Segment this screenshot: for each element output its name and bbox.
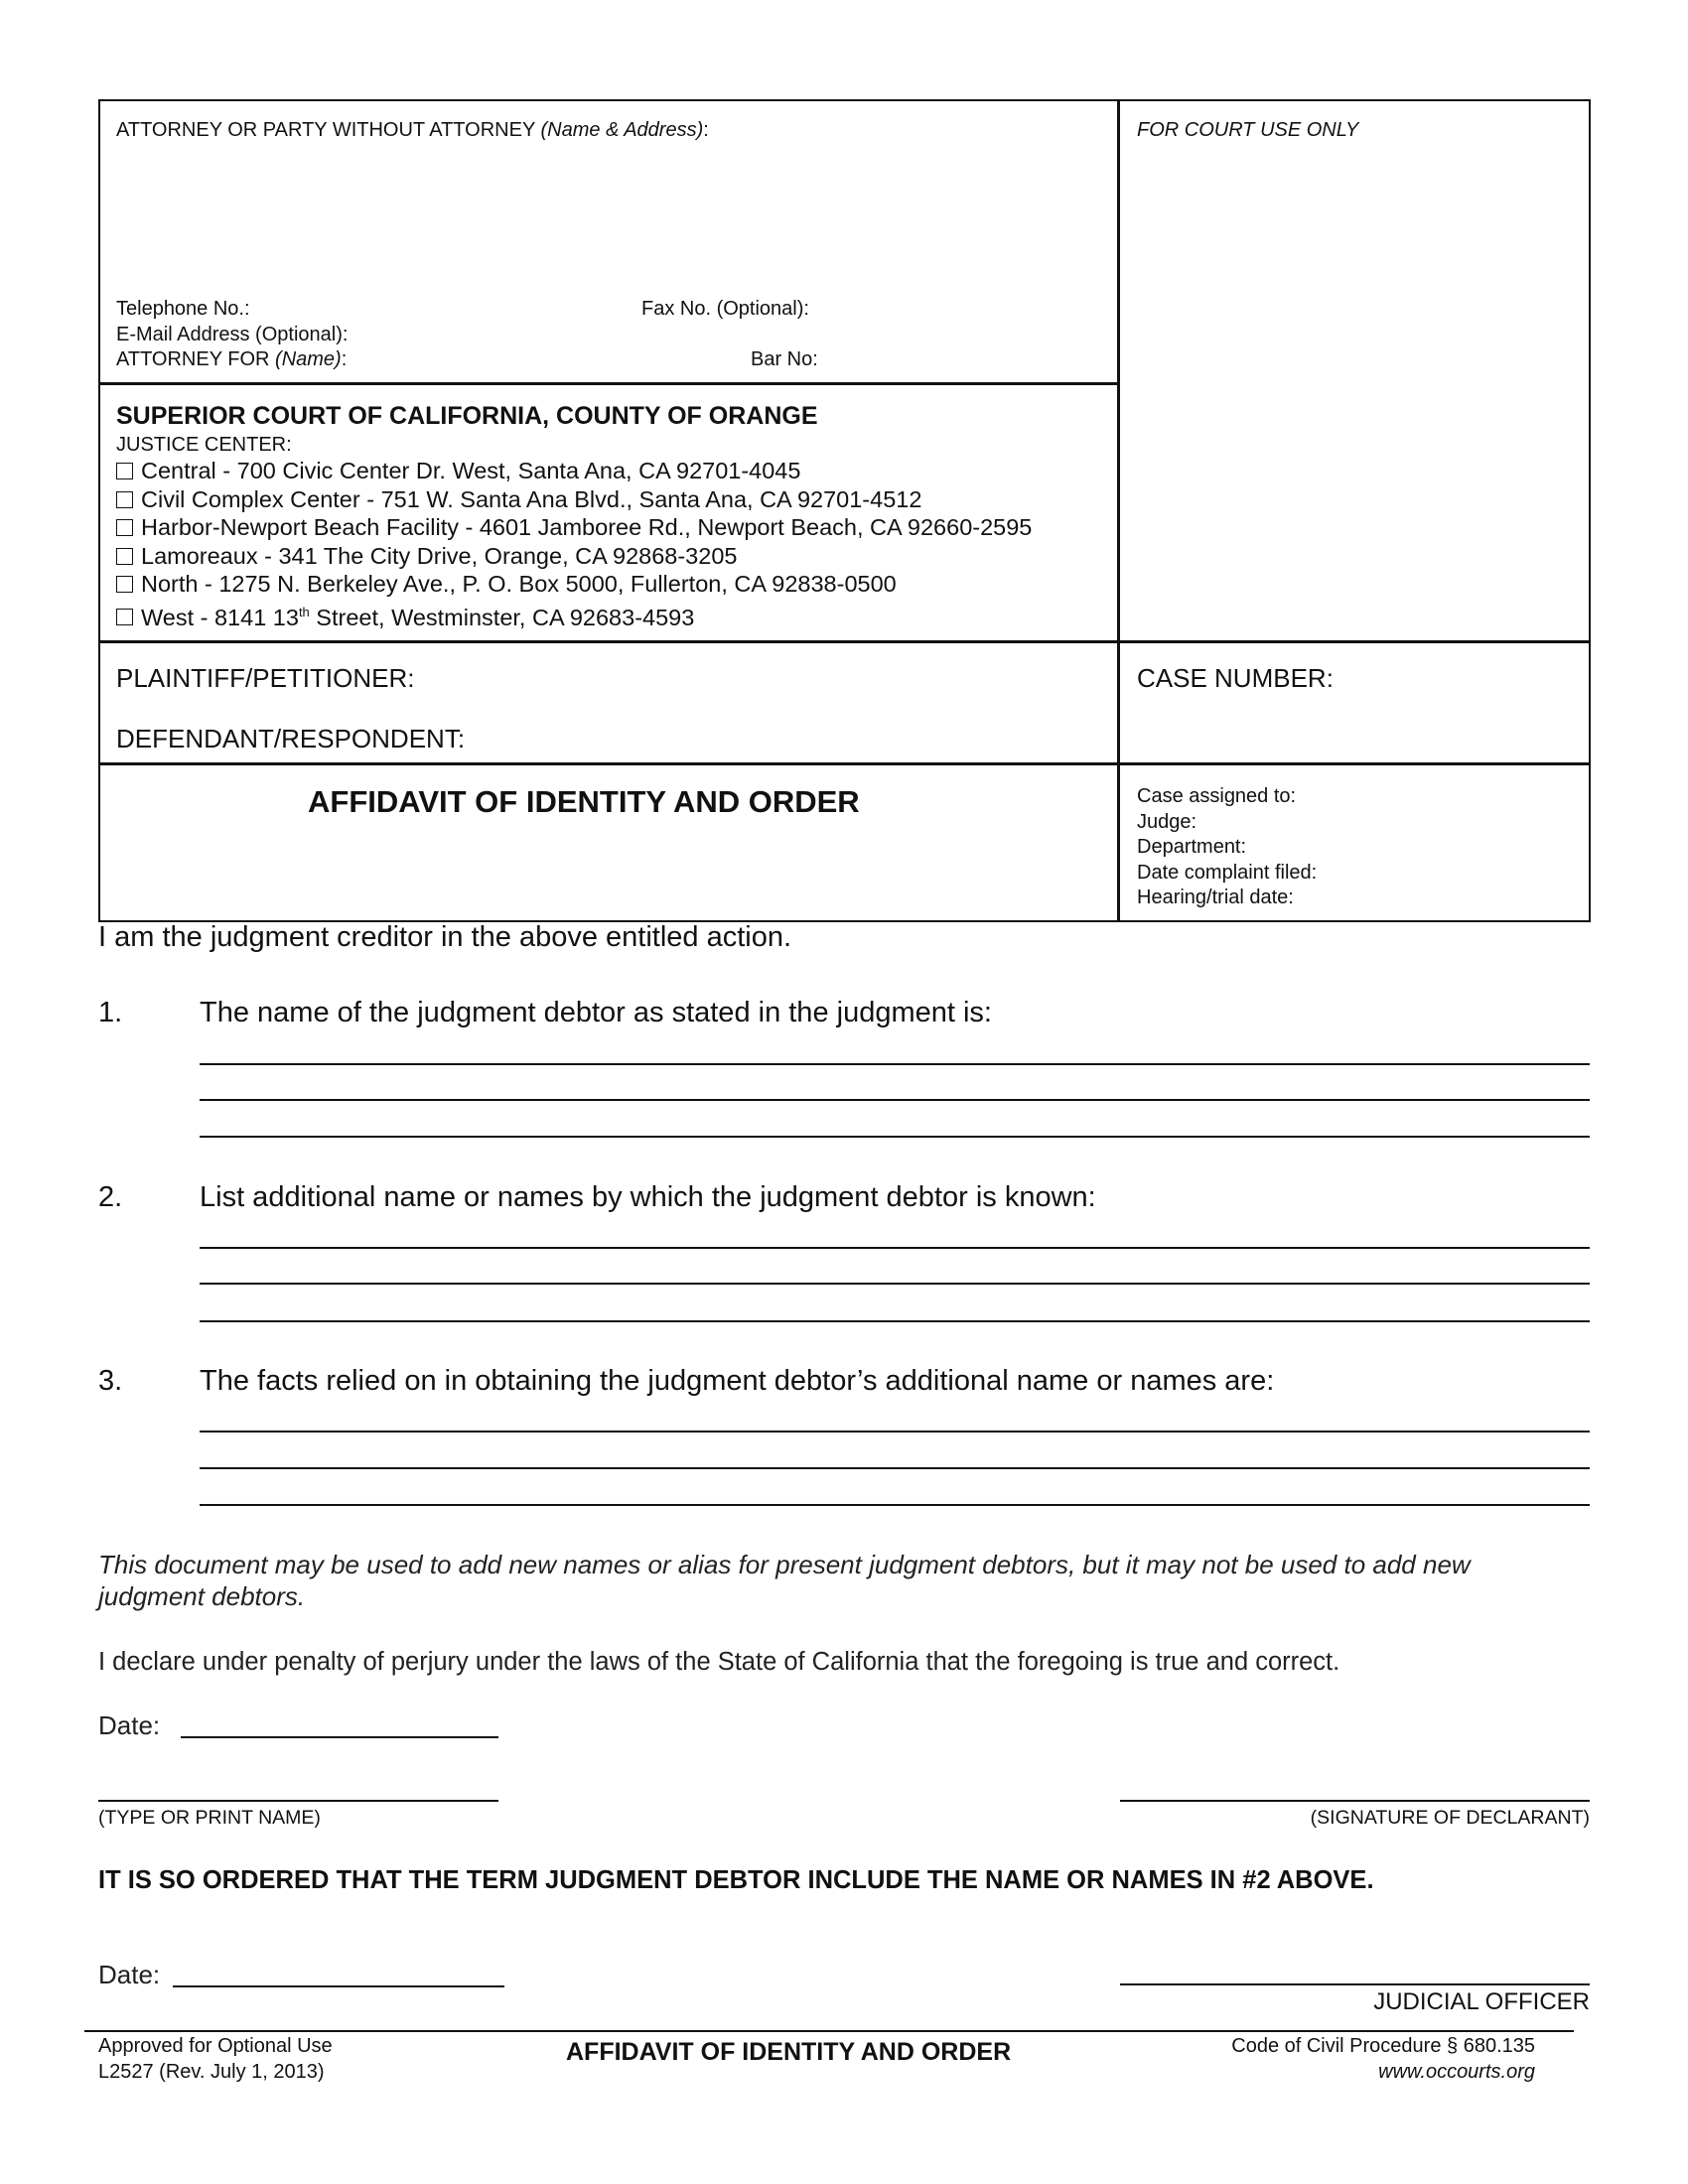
usage-note-line-2: judgment debtors. xyxy=(98,1581,306,1611)
footer-rule xyxy=(84,2030,1574,2032)
declaration-statement: I declare under penalty of perjury under the laws of the State of California that the foregoing is true and correct. xyxy=(98,1648,1340,1676)
case-assignment-info xyxy=(1137,784,1317,911)
center-option-central[interactable] xyxy=(116,457,1032,485)
attorney-for-text: ATTORNEY FOR xyxy=(116,348,270,370)
fax-label: Fax No. (Optional): xyxy=(641,298,809,320)
item-3-answer-line-3[interactable] xyxy=(200,1504,1590,1506)
item-1-answer-line-3[interactable] xyxy=(200,1136,1590,1138)
usage-note xyxy=(98,1549,1471,1612)
ordinal-suffix: th xyxy=(298,604,310,619)
declarant-date-label: Date: xyxy=(98,1710,161,1740)
signature-line[interactable] xyxy=(1120,1800,1590,1802)
center-option-lamoreaux[interactable] xyxy=(116,542,1032,571)
checkbox-icon[interactable] xyxy=(116,491,133,508)
item-1-number: 1. xyxy=(98,997,123,1028)
justice-center-list xyxy=(116,457,1032,631)
intro-statement: I am the judgment creditor in the above entitled action. xyxy=(98,921,792,953)
judicial-officer-label: JUDICIAL OFFICER xyxy=(1373,1988,1590,2015)
checkbox-icon[interactable] xyxy=(116,548,133,565)
court-title: SUPERIOR COURT OF CALIFORNIA, COUNTY OF ORANGE xyxy=(116,402,818,430)
print-name-line[interactable] xyxy=(98,1800,498,1802)
item-2-answer-line-2[interactable] xyxy=(200,1283,1590,1285)
center-label-suffix: Street, Westminster, CA 92683-4593 xyxy=(309,604,695,630)
attorney-section-divider xyxy=(98,382,1118,385)
bar-no-label: Bar No: xyxy=(751,348,818,370)
date-complaint-label: Date complaint filed: xyxy=(1137,861,1318,884)
center-label: West - 8141 13 xyxy=(141,604,299,630)
telephone-label: Telephone No.: xyxy=(116,298,250,320)
approved-label: Approved for Optional Use xyxy=(98,2035,333,2057)
type-print-name-label: (TYPE OR PRINT NAME) xyxy=(98,1807,321,1829)
center-label: North - 1275 N. Berkeley Ave., P. O. Box 5000, Fullerton, CA 92838-0500 xyxy=(141,571,897,597)
center-label: Harbor-Newport Beach Facility - 4601 Jamboree Rd., Newport Beach, CA 92660-2595 xyxy=(141,514,1033,540)
order-statement: IT IS SO ORDERED THAT THE TERM JUDGMENT DEBTOR INCLUDE THE NAME OR NAMES IN #2 ABOVE. xyxy=(98,1866,1374,1894)
defendant-label: DEFENDANT/RESPONDENT: xyxy=(116,724,466,753)
checkbox-icon[interactable] xyxy=(116,576,133,593)
declarant-date-line[interactable] xyxy=(181,1736,498,1738)
case-number-label: CASE NUMBER: xyxy=(1137,663,1334,693)
usage-note-line-1: This document may be used to add new names or alias for present judgment debtors, but it may not be used to add new xyxy=(98,1550,1471,1579)
justice-center-label: JUSTICE CENTER: xyxy=(116,434,292,456)
signature-label: (SIGNATURE OF DECLARANT) xyxy=(1310,1807,1590,1829)
center-option-harbor[interactable] xyxy=(116,513,1032,542)
email-label: E-Mail Address (Optional): xyxy=(116,324,349,345)
item-2-answer-line-3[interactable] xyxy=(200,1320,1590,1322)
item-2-number: 2. xyxy=(98,1181,123,1213)
court-use-label: FOR COURT USE ONLY xyxy=(1137,119,1359,141)
judicial-officer-line[interactable] xyxy=(1120,1983,1590,1985)
item-2-answer-line-1[interactable] xyxy=(200,1247,1590,1249)
website-link[interactable]: www.occourts.org xyxy=(1378,2061,1535,2083)
form-number: L2527 (Rev. July 1, 2013) xyxy=(98,2061,325,2083)
order-date-label: Date: xyxy=(98,1960,161,1989)
item-3-number: 3. xyxy=(98,1365,123,1397)
item-1-answer-line-1[interactable] xyxy=(200,1063,1590,1065)
parties-section-divider xyxy=(98,762,1590,765)
form-title: AFFIDAVIT OF IDENTITY AND ORDER xyxy=(308,784,860,819)
item-1-text: The name of the judgment debtor as stated in the judgment is: xyxy=(200,997,992,1028)
court-section-divider xyxy=(98,640,1590,643)
case-assigned-label: Case assigned to: xyxy=(1137,785,1297,807)
center-option-civil-complex[interactable] xyxy=(116,485,1032,514)
attorney-label-italic: (Name & Address) xyxy=(540,119,704,141)
attorney-for-label: ATTORNEY FOR (Name): xyxy=(116,348,348,370)
center-label: Civil Complex Center - 751 W. Santa Ana Blvd., Santa Ana, CA 92701-4512 xyxy=(141,485,922,512)
caption-vertical-divider xyxy=(1117,99,1120,920)
hearing-date-label: Hearing/trial date: xyxy=(1137,887,1294,908)
footer-title: AFFIDAVIT OF IDENTITY AND ORDER xyxy=(566,2038,1012,2066)
judge-label: Judge: xyxy=(1137,810,1197,833)
attorney-for-italic: (Name) xyxy=(275,348,342,370)
center-option-west[interactable] xyxy=(116,599,1032,631)
center-label: Central - 700 Civic Center Dr. West, Santa Ana, CA 92701-4045 xyxy=(141,458,801,483)
center-option-north[interactable] xyxy=(116,570,1032,599)
item-3-answer-line-2[interactable] xyxy=(200,1467,1590,1469)
department-label: Department: xyxy=(1137,836,1247,858)
order-date-line[interactable] xyxy=(173,1985,504,1987)
item-1-answer-line-2[interactable] xyxy=(200,1099,1590,1101)
item-3-answer-line-1[interactable] xyxy=(200,1431,1590,1433)
attorney-label-text: ATTORNEY OR PARTY WITHOUT ATTORNEY xyxy=(116,119,535,141)
center-label: Lamoreaux - 341 The City Drive, Orange, CA 92868-3205 xyxy=(141,542,738,569)
item-3-text: The facts relied on in obtaining the judgment debtor’s additional name or names are: xyxy=(200,1365,1275,1397)
code-citation: Code of Civil Procedure § 680.135 xyxy=(1231,2035,1535,2057)
checkbox-icon[interactable] xyxy=(116,609,133,625)
plaintiff-label: PLAINTIFF/PETITIONER: xyxy=(116,663,415,693)
checkbox-icon[interactable] xyxy=(116,463,133,479)
item-2-text: List additional name or names by which the judgment debtor is known: xyxy=(200,1181,1096,1213)
attorney-label: ATTORNEY OR PARTY WITHOUT ATTORNEY (Name & Address): xyxy=(116,119,709,141)
checkbox-icon[interactable] xyxy=(116,519,133,536)
